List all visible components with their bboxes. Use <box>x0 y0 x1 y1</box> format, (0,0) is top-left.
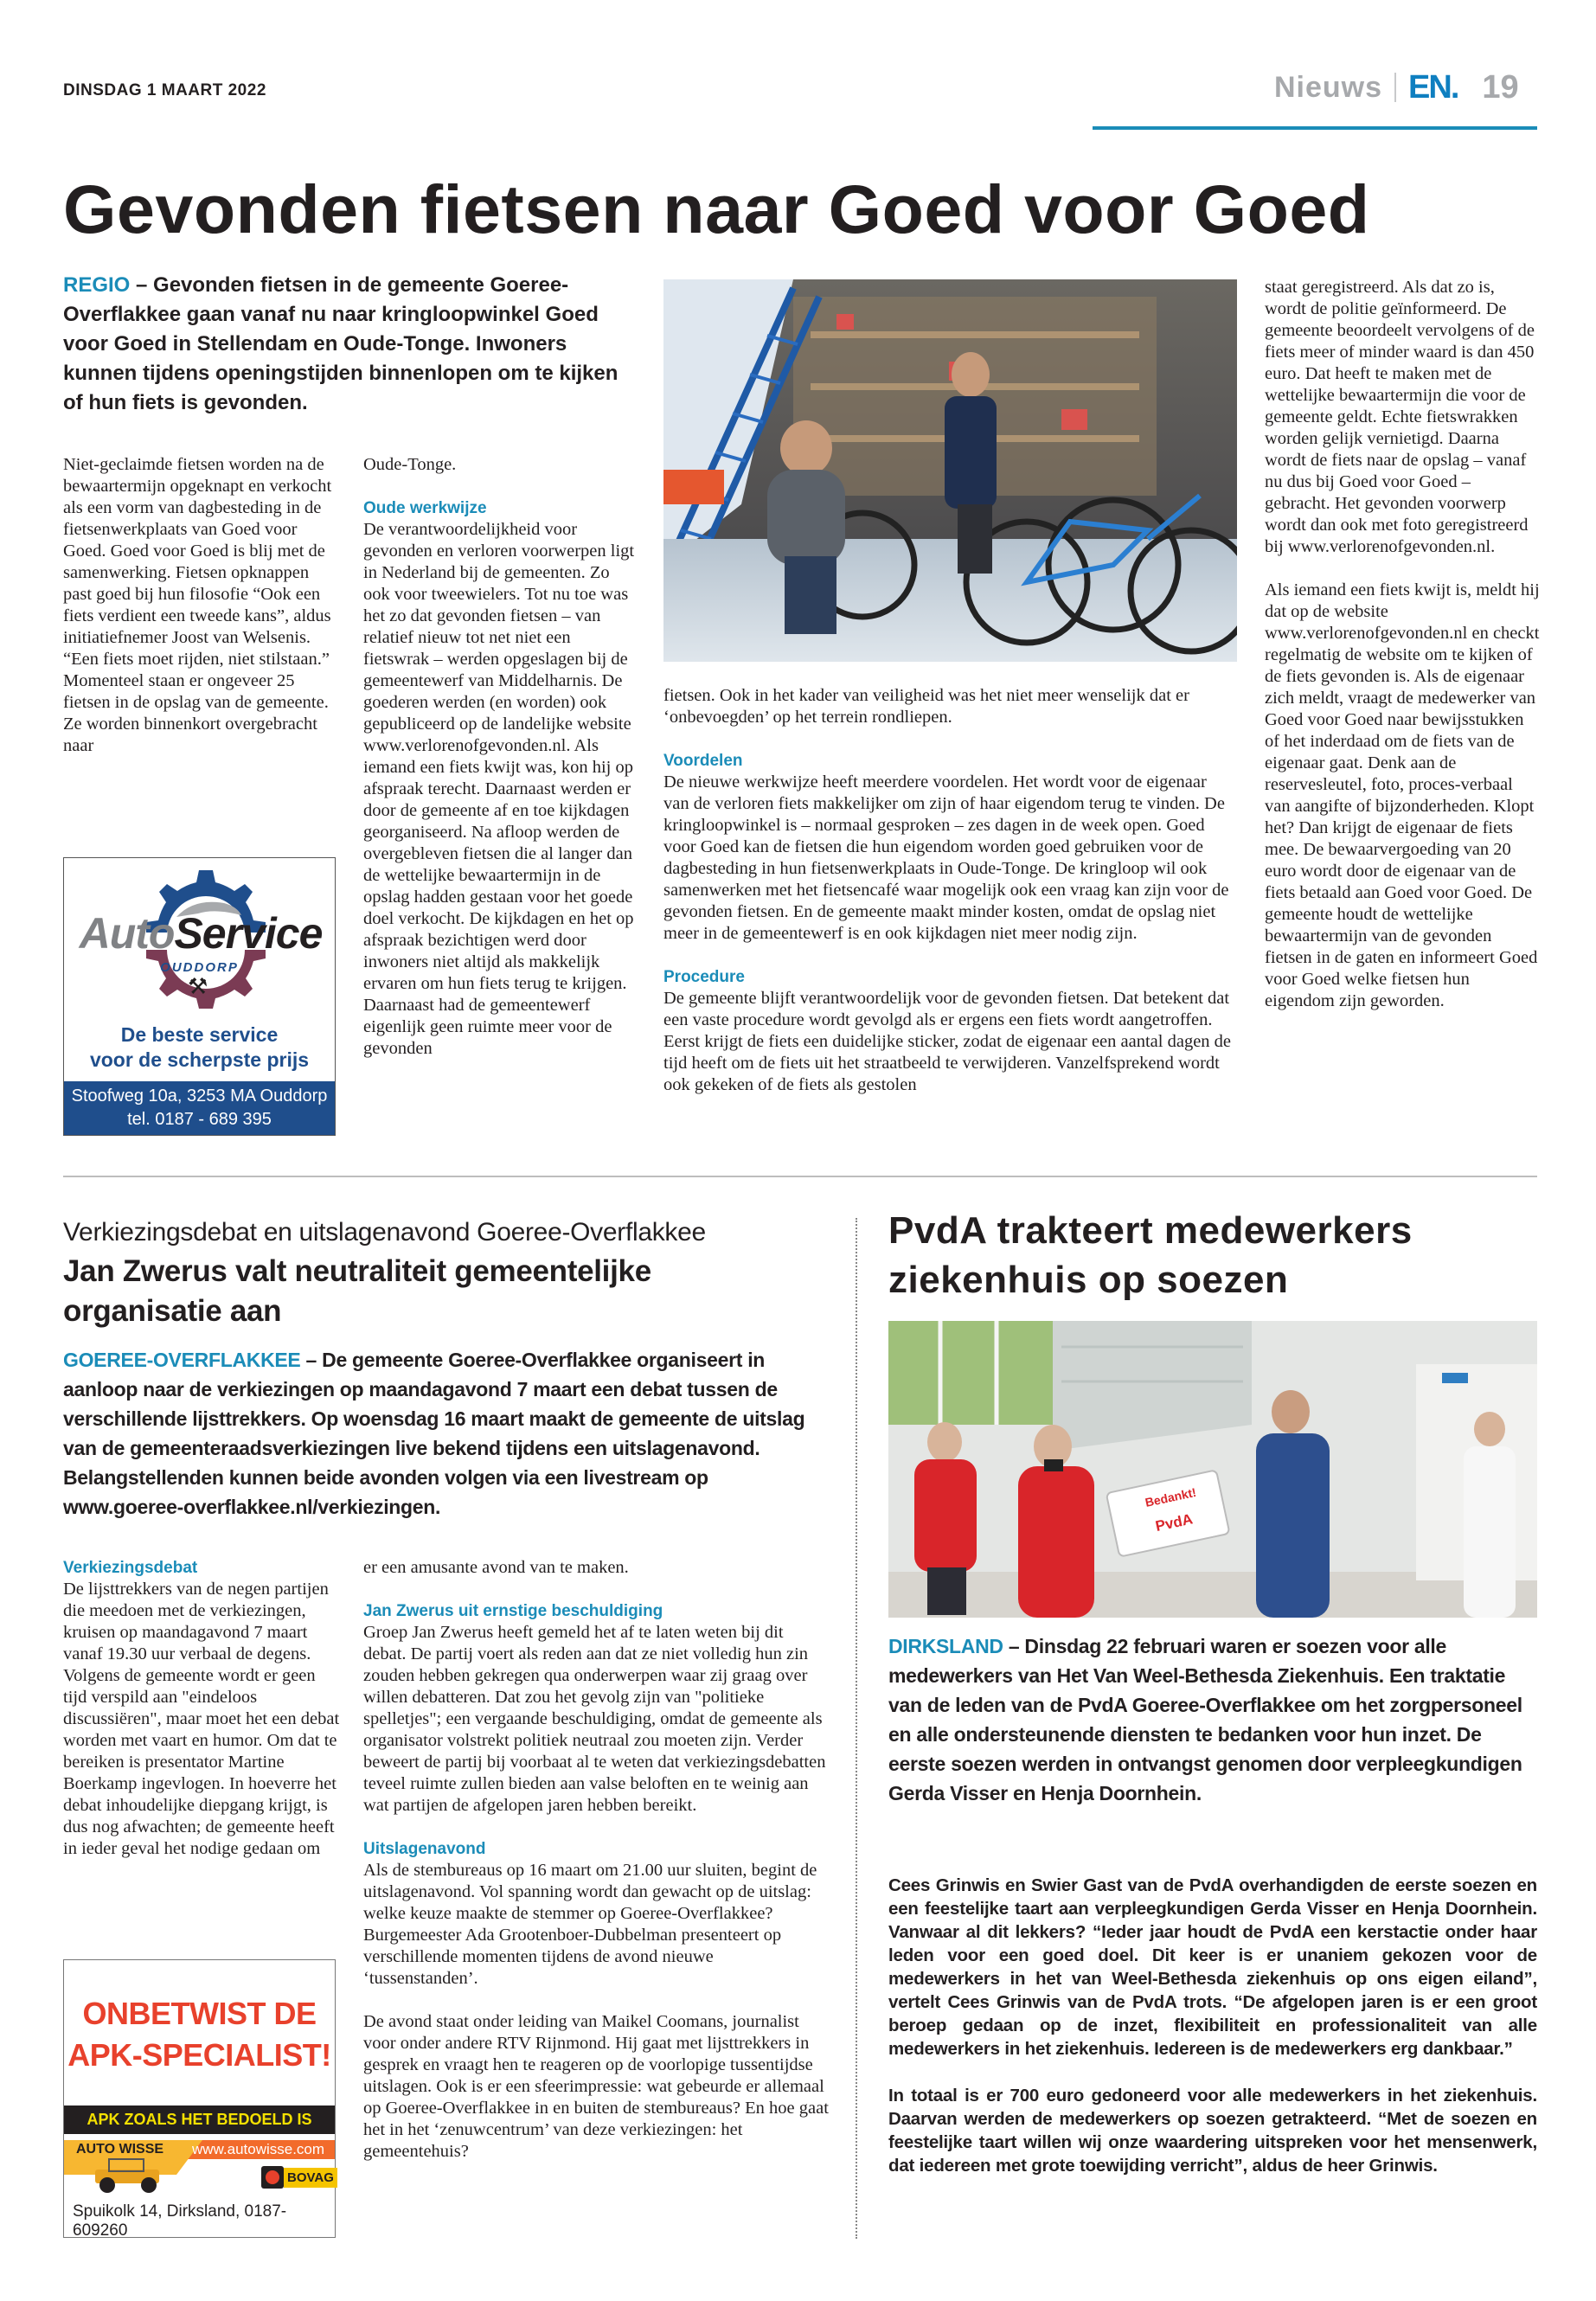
cake-text-2: PvdA <box>1153 1510 1195 1535</box>
lead-region: DIRKSLAND <box>888 1635 1003 1657</box>
paragraph: Als iemand een fiets kwijt is, meldt hij dat op de website www.verlorenofgevonden.nl en checkt regelmatig de website om te kijken of de fiets gevonden is. Als de eigenaar zich meldt, vraagt de medewerker van Goed voor Goed naar bewijsstukken of het inderdaad om de fiets van de eigenaar gaat. Denk aan de reservesleutel, foto, proces-verbaal van aangifte of bijzonderheden. Klopt het? Dan krijgt de eigenaar de fiets mee. De bewaarvergoeding van 20 euro wordt door de eigenaar van de fiets betaald aan Goed voor Goed. De gemeente houdt de wettelijke bewaartermijn van de gevonden fietsen in de gaten en informeert Goed voor Goed welke fietsen hun eigendom zijn geworden. <box>1265 580 1540 1010</box>
article-column-2 <box>363 1557 830 2163</box>
ad-headline-line-1: ONBETWIST DE <box>82 1996 317 2031</box>
article-headline: PvdA trakteert medewerkers ziekenhuis op soezen <box>888 1209 1413 1301</box>
autoservice-logo <box>71 908 330 958</box>
article-photo-hospital <box>888 1321 1537 1618</box>
bovag-label: BOVAG <box>284 2168 337 2188</box>
bike-workshop-image <box>663 279 1237 662</box>
article-column-1 <box>63 1557 342 1860</box>
ad-headline-line-2: APK-SPECIALIST! <box>67 2037 331 2073</box>
subheading: Jan Zwerus uit ernstige beschuldiging <box>363 1602 663 1620</box>
paragraph: Niet-geclaimde fietsen worden na de bewaartermijn opgeknapt en verkocht als een vorm van dagbesteding in de fietsenwerkplaats van Goed voor Goed. Goed voor Goed is blij met de samenwerking. Fietsen opknappen past goed bij hun filosofie “Ook een fiets verdient een tweede kans”, aldus initiatiefnemer Joost van Welsenis. “Een fiets moet rijden, niet stilstaan.” Momenteel staan er ongeveer 25 fietsen in de opslag van de gemeente. Ze worden binnenkort overgebracht naar <box>63 455 332 755</box>
column-divider-dotted <box>856 1218 857 2239</box>
ad-banner: APK ZOALS HET BEDOELD IS <box>64 2106 335 2134</box>
jeep-icon <box>88 2157 166 2194</box>
paragraph: Groep Jan Zwerus heeft gemeld het af te laten weten bij dit debat. De partij voert als reden aan dat ze niet volledig hun zin zouden hebben gekregen qua onderwerpen waar zij graag over willen debatteren. Dat zou het gevolg zijn van "politieke spelletjes"; een vergaande beschuldiging, omdat de gemeente als organisator volstrekt politiek neutraal zou moeten zijn. Verder beweert de partij bij voorbaat al te weten dat verkiezingsdebatten teveel ruimte zullen bieden aan valse beloften en te weinig aan wat partijen de afgelopen jaren hebben bereikt. <box>363 1623 826 1815</box>
lead-region: GOEREE-OVERFLAKKEE <box>63 1349 301 1371</box>
subheading: Uitslagenavond <box>363 1840 486 1858</box>
lead-text: – Dinsdag 22 februari waren er soezen voor alle medewerkers van Het Van Weel-Bethesda Ziekenhuis. Een traktatie van de leden van de PvdA Goeree-Overflakkee om het zorgpersoneel en alle ondersteunende diensten te bedanken voor hun inzet. De eerste soezen werden in ontvangst genomen door verpleegkundigen Gerda Visser en Henja Doornhein. <box>888 1635 1522 1804</box>
subheading: Voordelen <box>663 752 743 770</box>
page-number: 19 <box>1482 68 1519 106</box>
article-column-1 <box>63 454 340 757</box>
article-lead <box>63 271 641 418</box>
hospital-handover-image <box>888 1321 1537 1618</box>
subheading: Procedure <box>663 968 745 986</box>
advertisement-auto-wisse[interactable] <box>63 1959 336 2238</box>
ad-headline <box>64 1993 335 2076</box>
wrench-icon: ⚒ <box>188 974 208 999</box>
paragraph: In totaal is er 700 euro gedoneerd voor alle medewerkers in het ziekenhuis. Daarvan werden de medewerkers op soezen getrakteerd. “Met de soezen en feestelijke taart willen wij onze waardering uitspreken voor het mensenwerk, dat iedereen met grote toewijding verricht”, aldus de heer Grinwis. <box>888 2086 1537 2176</box>
header-rule <box>1093 126 1537 130</box>
section-label: Nieuws <box>1274 70 1383 104</box>
logo-part-service: Service <box>174 909 323 958</box>
article-lead <box>63 1345 829 1522</box>
ad-brand: AUTO WISSE <box>76 2142 164 2157</box>
ad-address: Spuikolk 14, Dirksland, 0187-609260 <box>73 2202 287 2240</box>
header-divider <box>1394 73 1396 102</box>
bovag-logo <box>261 2166 337 2189</box>
article-title: Gevonden fietsen naar Goed voor Goed <box>63 170 1370 247</box>
logo-part-auto: Auto <box>79 909 175 958</box>
issue-date: DINSDAG 1 MAART 2022 <box>63 81 266 99</box>
article-headline: Jan Zwerus valt neutraliteit gemeentelijke organisatie aan <box>63 1254 651 1328</box>
paragraph: Als de stembureaus op 16 maart om 21.00 uur sluiten, begint de uitslagenavond. Vol spanning wordt dan gewacht op de uitslag: welke keuze maakte de stemmer op Goeree-Overflakkee? Burgemeester Ada Grootenboer-Dubbelman presenteert op verschillende momenten tijdens de avond nieuwe ‘tussenstanden’. <box>363 1861 817 1988</box>
brand-logo: EN. <box>1408 68 1458 106</box>
advertisement-autoservice-ouddorp[interactable] <box>63 857 336 1136</box>
ad-contact-bar <box>64 1081 335 1135</box>
ad-location: OUDDORP <box>160 960 239 975</box>
lead-text: – De gemeente Goeree-Overflakkee organiseert in aanloop naar de verkiezingen op maandagavond 7 maart een debat tussen de verschillende lijsttrekkers. Op woensdag 16 maart maakt de gemeente de uitslag van de gemeenteraadsverkiezingen live bekend tijdens een uitslagenavond. Belangstellenden kunnen beide avonden volgen via een livestream op www.goeree-overflakkee.nl/verkiezingen. <box>63 1349 805 1518</box>
subheading: Verkiezingsdebat <box>63 1559 198 1577</box>
ad-address: Stoofweg 10a, 3253 MA Ouddorp <box>71 1086 328 1106</box>
article-column-3 <box>663 685 1234 1096</box>
paragraph: De gemeente blijft verantwoordelijk voor de gevonden fietsen. Dat betekent dat een vaste procedure wordt gevolgd als er ergens een fiets wordt aangetroffen. Eerst krijgt de fiets een duidelijke sticker, zodat de eigenaar een aantal dagen de tijd heeft om de fiets uit het straatbeeld te verwijderen. Vanzelfsprekend wordt ook gekeken of de fiets als gestolen <box>663 989 1232 1094</box>
slogan-line-1: De beste service <box>120 1023 279 1046</box>
paragraph: De lijsttrekkers van de negen partijen die meedoen met de verkiezingen, kruisen op maandagavond 7 maart vanaf 19.30 uur verbaal de degens. Volgens de gemeente wordt er geen tijd verspild aan "eindeloos discussiëren", maar moet het een debat worden met vaart en humor. Om dat te bereiken is presentator Martine Boerkamp ingevlogen. In hoeverre het debat inhoudelijke diepgang krijgt, is dus nog afwachten; de gemeente heeft in ieder geval het nodige gedaan om <box>63 1580 340 1858</box>
subheading: Oude werkwijze <box>363 499 487 517</box>
article-lead <box>888 1631 1524 1808</box>
lead-region: REGIO <box>63 273 131 297</box>
article-photo-bike-workshop <box>663 279 1237 662</box>
section-divider <box>63 1176 1537 1177</box>
slogan-line-2: voor de scherpste prijs <box>89 1048 310 1071</box>
paragraph: staat geregistreerd. Als dat zo is, wordt de politie geïnformeerd. De gemeente beoordeelt vervolgens of de fiets meer of minder waard is dan 450 euro. Dat heeft te maken met de wettelijke bewaartermijn die voor de gemeente geldt. Echte fietswrakken worden gelijk vernietigd. Daarna wordt de fiets naar de opslag – vanaf nu dus bij Goed voor Goed – gebracht. Het gevonden voorwerp wordt dan ook met foto geregistreerd bij www.verlorenofgevonden.nl. <box>1265 278 1535 556</box>
ad-url[interactable]: www.autowisse.com <box>192 2141 325 2157</box>
article-kicker: Verkiezingsdebat en uitslagenavond Goeree-Overflakkee <box>63 1218 706 1247</box>
article-column-4 <box>1265 277 1540 1012</box>
paragraph: fietsen. Ook in het kader van veiligheid was het niet meer wenselijk dat er ‘onbevoegden’ op het terrein rondliepen. <box>663 686 1189 727</box>
paragraph: Cees Grinwis en Swier Gast van de PvdA overhandigden de eerste soezen en een feestelijke taart aan verpleegkundigen Gerda Visser en Henja Doornhein. Vanwaar al dit lekkers? “Ieder jaar houdt de PvdA een kerstactie onder haar leden voor een goed doel. Dit keer is er unaniem gekozen voor de medewerkers in het van Weel-Bethesda ziekenhuis op ons eigen eiland”, vertelt Cees Grinwis van de PvdA trots. “De afgelopen jaren is er een groot beroep gedaan op de inzet, flexibiliteit en professionaliteit van alle medewerkers in het ziekenhuis. Iedereen is de medewerkers erg dankbaar.” <box>888 1875 1537 2059</box>
paragraph: De avond staat onder leiding van Maikel Coomans, journalist voor onder andere RTV Rijnmond. Hij gaat met lijsttrekkers in gesprek en vraagt hen te reageren op de voorlopige tussentijdse uitslagen. Ook is er een sfeerimpressie: wat gebeurde er allemaal op Goeree-Overflakkee in en buiten de stembureaus? En hoe gaat het in het ‘zenuwcentrum’ van deze verkiezingen: het gemeentehuis? <box>363 2012 829 2161</box>
paragraph: er een amusante avond van te maken. <box>363 1558 629 1577</box>
lead-text: – Gevonden fietsen in de gemeente Goeree-Overflakkee gaan vanaf nu naar kringloopwinkel Goed voor Goed in Stellendam en Oude-Tonge. Inwoners kunnen tijdens openingstijden binnenlopen om te kijken of hun fiets is gevonden. <box>63 273 619 414</box>
bovag-icon <box>261 2166 284 2189</box>
ad-slogan <box>64 1022 335 1073</box>
article-column-2 <box>363 454 638 1060</box>
page-header <box>1274 67 1519 107</box>
article-body <box>888 1874 1537 2201</box>
cake-text-1: Bedankt! <box>1144 1484 1198 1509</box>
ad-phone: tel. 0187 - 689 395 <box>127 1110 272 1129</box>
paragraph: De verantwoordelijkheid voor gevonden en verloren voorwerpen ligt in Nederland bij de gemeenten. Zo ook voor tweewielers. Tot nu toe was het zo dat gevonden fietsen – van relatief nieuw tot net niet een fietswrak – werden opgeslagen bij de gemeentewerf van Middelharnis. De goederen werden (en worden) ook gepubliceerd op de landelijke website www.verlorenofgevonden.nl. Als iemand een fiets kwijt was, kon hij op afspraak terecht. Daarnaast werden er door de gemeente af en toe kijkdagen georganiseerd. Na afloop werden de overgebleven fietsen die al langer dan de wettelijke bewaartermijn in de opslag hadden gestaan voor het goede doel verkocht. De kijkdagen en het op afspraak bezichtigen werd door inwoners niet altijd als makkelijk ervaren om hun fiets terug te krijgen. Daarnaast had de gemeentewerf eigenlijk geen ruimte meer voor de gevonden <box>363 520 635 1058</box>
paragraph: Oude-Tonge. <box>363 455 457 474</box>
paragraph: De nieuwe werkwijze heeft meerdere voordelen. Het wordt voor de eigenaar van de verloren fiets makkelijker om zijn of haar eigendom terug te vinden. De kringloopwinkel is – normaal gesproken – zes dagen in de week open. Goed voor Goed kan de fietsen die hun eigendom worden goed gebruiken voor de dagbesteding in hun fietsenwerkplaats in Oude-Tonge. De kringloop wil ook samenwerken met het fietsencafé waar mogelijk ook een vraag kan zijn voor de gevonden fietsen. En de gemeente maakt minder kosten, omdat de opslag niet meer in de gemeentewerf is en ook kijkdagen niet meer nodig zijn. <box>663 772 1229 943</box>
